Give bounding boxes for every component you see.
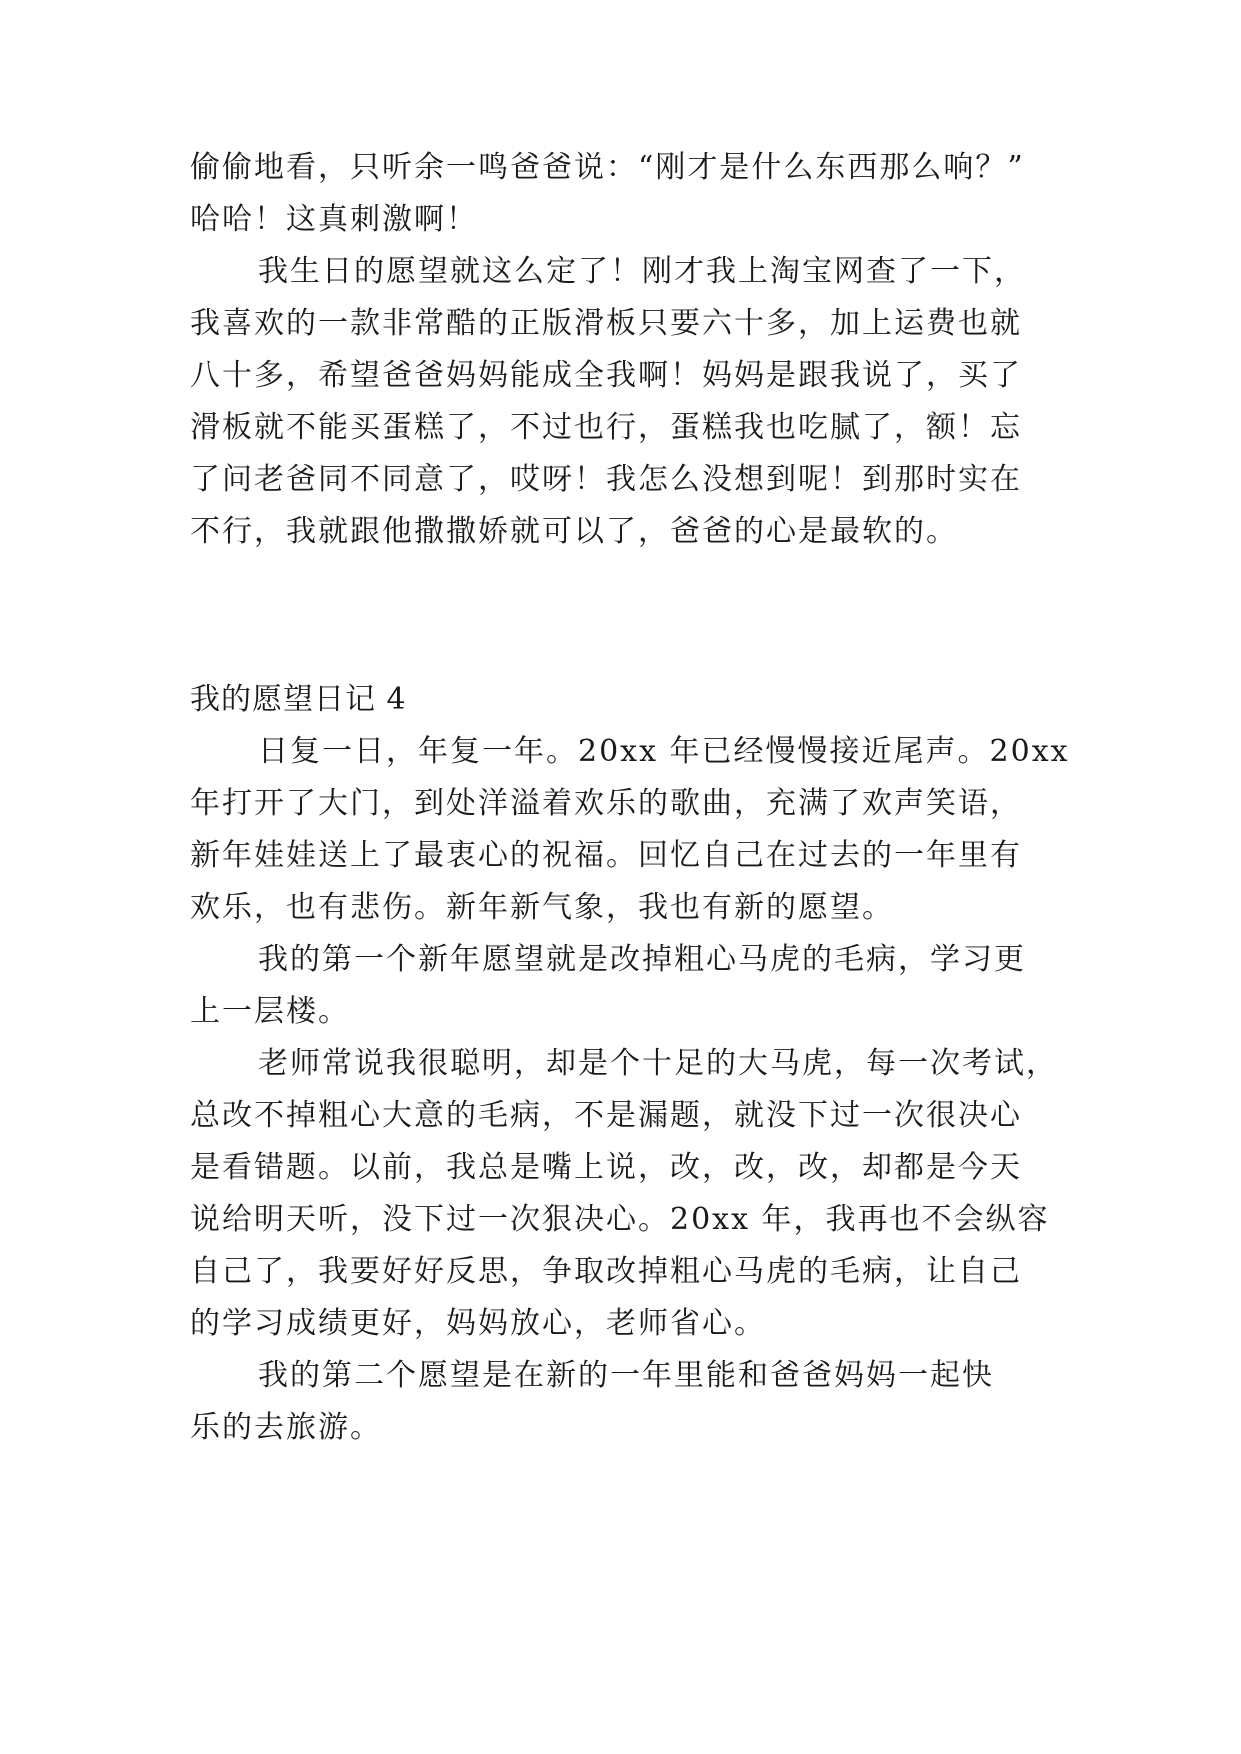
text-line: 滑板就不能买蛋糕了，不过也行，蛋糕我也吃腻了，额！忘 xyxy=(190,410,1022,445)
text-line: 年打开了大门，到处洋溢着欢乐的歌曲，充满了欢声笑语， xyxy=(190,786,1022,821)
text-line: 新年娃娃送上了最衷心的祝福。回忆自己在过去的一年里有 xyxy=(190,838,1022,873)
continuation-paragraph xyxy=(190,142,1070,246)
text-line: 的学习成绩更好，妈妈放心，老师省心。 xyxy=(190,1306,766,1341)
diary-paragraph-3 xyxy=(190,1038,1070,1350)
text-line: 我的第一个新年愿望就是改掉粗心马虎的毛病，学习更 xyxy=(258,942,1026,977)
text-line: 八十多，希望爸爸妈妈能成全我啊！妈妈是跟我说了，买了 xyxy=(190,358,1022,393)
text-line: 欢乐，也有悲伤。新年新气象，我也有新的愿望。 xyxy=(190,890,894,925)
diary-paragraph-4 xyxy=(190,1350,1070,1454)
text-line: 总改不掉粗心大意的毛病，不是漏题，就没下过一次很决心 xyxy=(190,1098,1022,1133)
text-line: 我生日的愿望就这么定了！刚才我上淘宝网查了一下， xyxy=(258,254,1026,289)
text-line: 说给明天听，没下过一次狠决心。20xx 年，我再也不会纵容 xyxy=(190,1202,1050,1237)
text-line: 老师常说我很聪明，却是个十足的大马虎，每一次考试， xyxy=(258,1046,1058,1081)
diary-title xyxy=(190,674,1070,726)
text-line: 上一层楼。 xyxy=(190,994,350,1029)
diary-paragraph-1 xyxy=(190,726,1070,934)
text-line: 自己了，我要好好反思，争取改掉粗心马虎的毛病，让自己 xyxy=(190,1254,1022,1289)
text-line: 我的第二个愿望是在新的一年里能和爸爸妈妈一起快 xyxy=(258,1358,994,1393)
text-line: 我喜欢的一款非常酷的正版滑板只要六十多，加上运费也就 xyxy=(190,306,1022,341)
text-line: 哈哈！这真刺激啊！ xyxy=(190,202,478,237)
text-line: 偷偷地看，只听余一鸣爸爸说：“刚才是什么东西那么响？” xyxy=(190,150,1025,185)
text-line: 乐的去旅游。 xyxy=(190,1410,382,1445)
text-line: 是看错题。以前，我总是嘴上说，改，改，改，却都是今天 xyxy=(190,1150,1022,1185)
text-line: 不行，我就跟他撒撒娇就可以了，爸爸的心是最软的。 xyxy=(190,514,958,549)
text-line: 日复一日，年复一年。20xx 年已经慢慢接近尾声。20xx xyxy=(258,734,1070,769)
text-line: 了问老爸同不同意了，哎呀！我怎么没想到呢！到那时实在 xyxy=(190,462,1022,497)
section-heading: 我的愿望日记 4 xyxy=(190,682,407,717)
birthday-paragraph xyxy=(190,246,1070,558)
diary-paragraph-2 xyxy=(190,934,1070,1038)
